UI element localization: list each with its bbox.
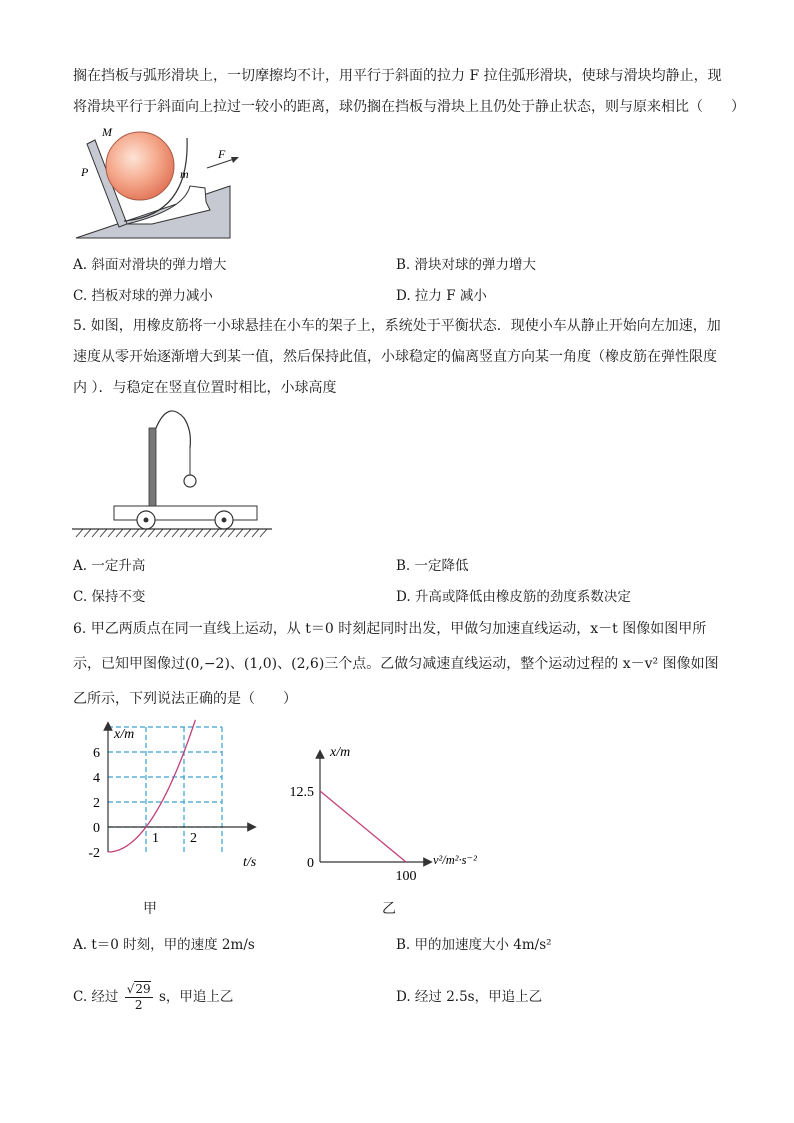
q5-text-line-2: 速度从零开始逐渐增大到某一值，然后保持此值，小球稳定的偏离竖直方向某一角度（橡皮筋在弹性限度 [73, 349, 717, 365]
q6-text-line-2: 示，已知甲图像过(0,−2)、(1,0)、(2,6)三个点。乙做匀减速直线运动，整个运动过程的 x－v² 图像如图 [73, 656, 719, 672]
chart-jia-axes [108, 726, 252, 852]
label-M: M [102, 125, 112, 139]
chart-jia-grid [108, 727, 222, 852]
q6-option-b: B. 甲的加速度大小 4m/s² [396, 937, 552, 953]
q4-option-c: C. 挡板对球的弹力减小 [73, 288, 213, 304]
q6-option-c-suffix: s，甲追上乙 [158, 989, 234, 1005]
q5-option-d: D. 升高或降低由橡皮筋的劲度系数决定 [396, 589, 631, 605]
chart-jia-caption: 甲 [143, 901, 157, 917]
x-tick-label: 100 [395, 869, 417, 884]
hanging-ball [184, 475, 196, 487]
q6-option-c-fraction: $\frac{√29}{2}$ [126, 982, 151, 1012]
q6-option-a: A. t＝0 时刻，甲的速度 2m/s [73, 937, 255, 953]
q5-option-b: B. 一定降低 [396, 558, 469, 574]
q6-option-c-denominator: 2 [134, 998, 143, 1012]
chart-jia-xt [80, 720, 280, 890]
hanger-arc [156, 411, 190, 448]
label-P: P [81, 165, 89, 179]
chart-jia-ylabel: x/m [114, 727, 135, 742]
q4-text-line-1: 搁在挡板与弧形滑块上，一切摩擦均不计，用平行于斜面的拉力 F 拉住弧形滑块，使球与滑块均静止，现 [73, 68, 722, 84]
q4-option-b: B. 滑块对球的弹力增大 [396, 257, 537, 273]
q6-text-line-3: 乙所示，下列说法正确的是（ ） [73, 691, 297, 707]
label-m: m [180, 167, 189, 181]
q6-option-c [73, 980, 233, 1014]
q6-text-line-1: 6. 甲乙两质点在同一直线上运动，从 t＝0 时刻起同时出发，甲做匀加速直线运动，x－t 图像如图甲所 [73, 621, 707, 637]
y-tick-label: 0 [307, 856, 314, 871]
q5-option-a: A. 一定升高 [73, 558, 146, 574]
y-tick-label: 6 [93, 746, 100, 761]
x-tick-label: 1 [152, 831, 159, 846]
x-tick-label: 2 [190, 831, 197, 846]
chart-yi-line [320, 791, 406, 862]
chart-jia-xlabel: t/s [243, 855, 257, 870]
q5-option-c: C. 保持不变 [73, 589, 146, 605]
chart-yi-xv2 [280, 740, 480, 890]
ground-hatching [76, 529, 267, 537]
q5-text-line-1: 5. 如图，用橡皮筋将一小球悬挂在小车的架子上，系统处于平衡状态．现使小车从静止开始向左加速，加 [73, 318, 721, 334]
y-tick-label: 4 [93, 771, 100, 786]
q6-option-c-prefix: C. 经过 [73, 989, 119, 1005]
chart-yi-ylabel: x/m [330, 745, 351, 760]
y-tick-label: 12.5 [289, 785, 314, 800]
y-tick-label: 2 [93, 796, 100, 811]
y-tick-label: -2 [88, 846, 100, 861]
label-F: F [218, 147, 226, 161]
chart-yi-axes [320, 754, 428, 862]
chart-yi-caption: 乙 [382, 901, 396, 917]
ball [106, 132, 174, 200]
cart-body [114, 506, 257, 520]
q6-option-c-radicand: 29 [135, 982, 151, 996]
q6-option-d: D. 经过 2.5s，甲追上乙 [396, 989, 543, 1005]
y-tick-label: 0 [93, 821, 100, 836]
q4-text-line-2: 将滑块平行于斜面向上拉过一较小的距离，球仍搁在挡板与滑块上且仍处于静止状态，则与原来相比（ ） [73, 99, 745, 115]
q4-option-d: D. 拉力 F 减小 [396, 288, 487, 304]
cart-post [149, 428, 156, 506]
chart-yi-xlabel: v²/m²·s⁻² [433, 853, 477, 867]
q4-figure-ball-on-slope [72, 120, 252, 245]
q5-figure-cart-with-ball [72, 408, 277, 538]
q4-option-a: A. 斜面对滑块的弹力增大 [73, 257, 227, 273]
q5-text-line-3: 内 ）．与稳定在竖直位置时相比，小球高度 [73, 380, 337, 396]
